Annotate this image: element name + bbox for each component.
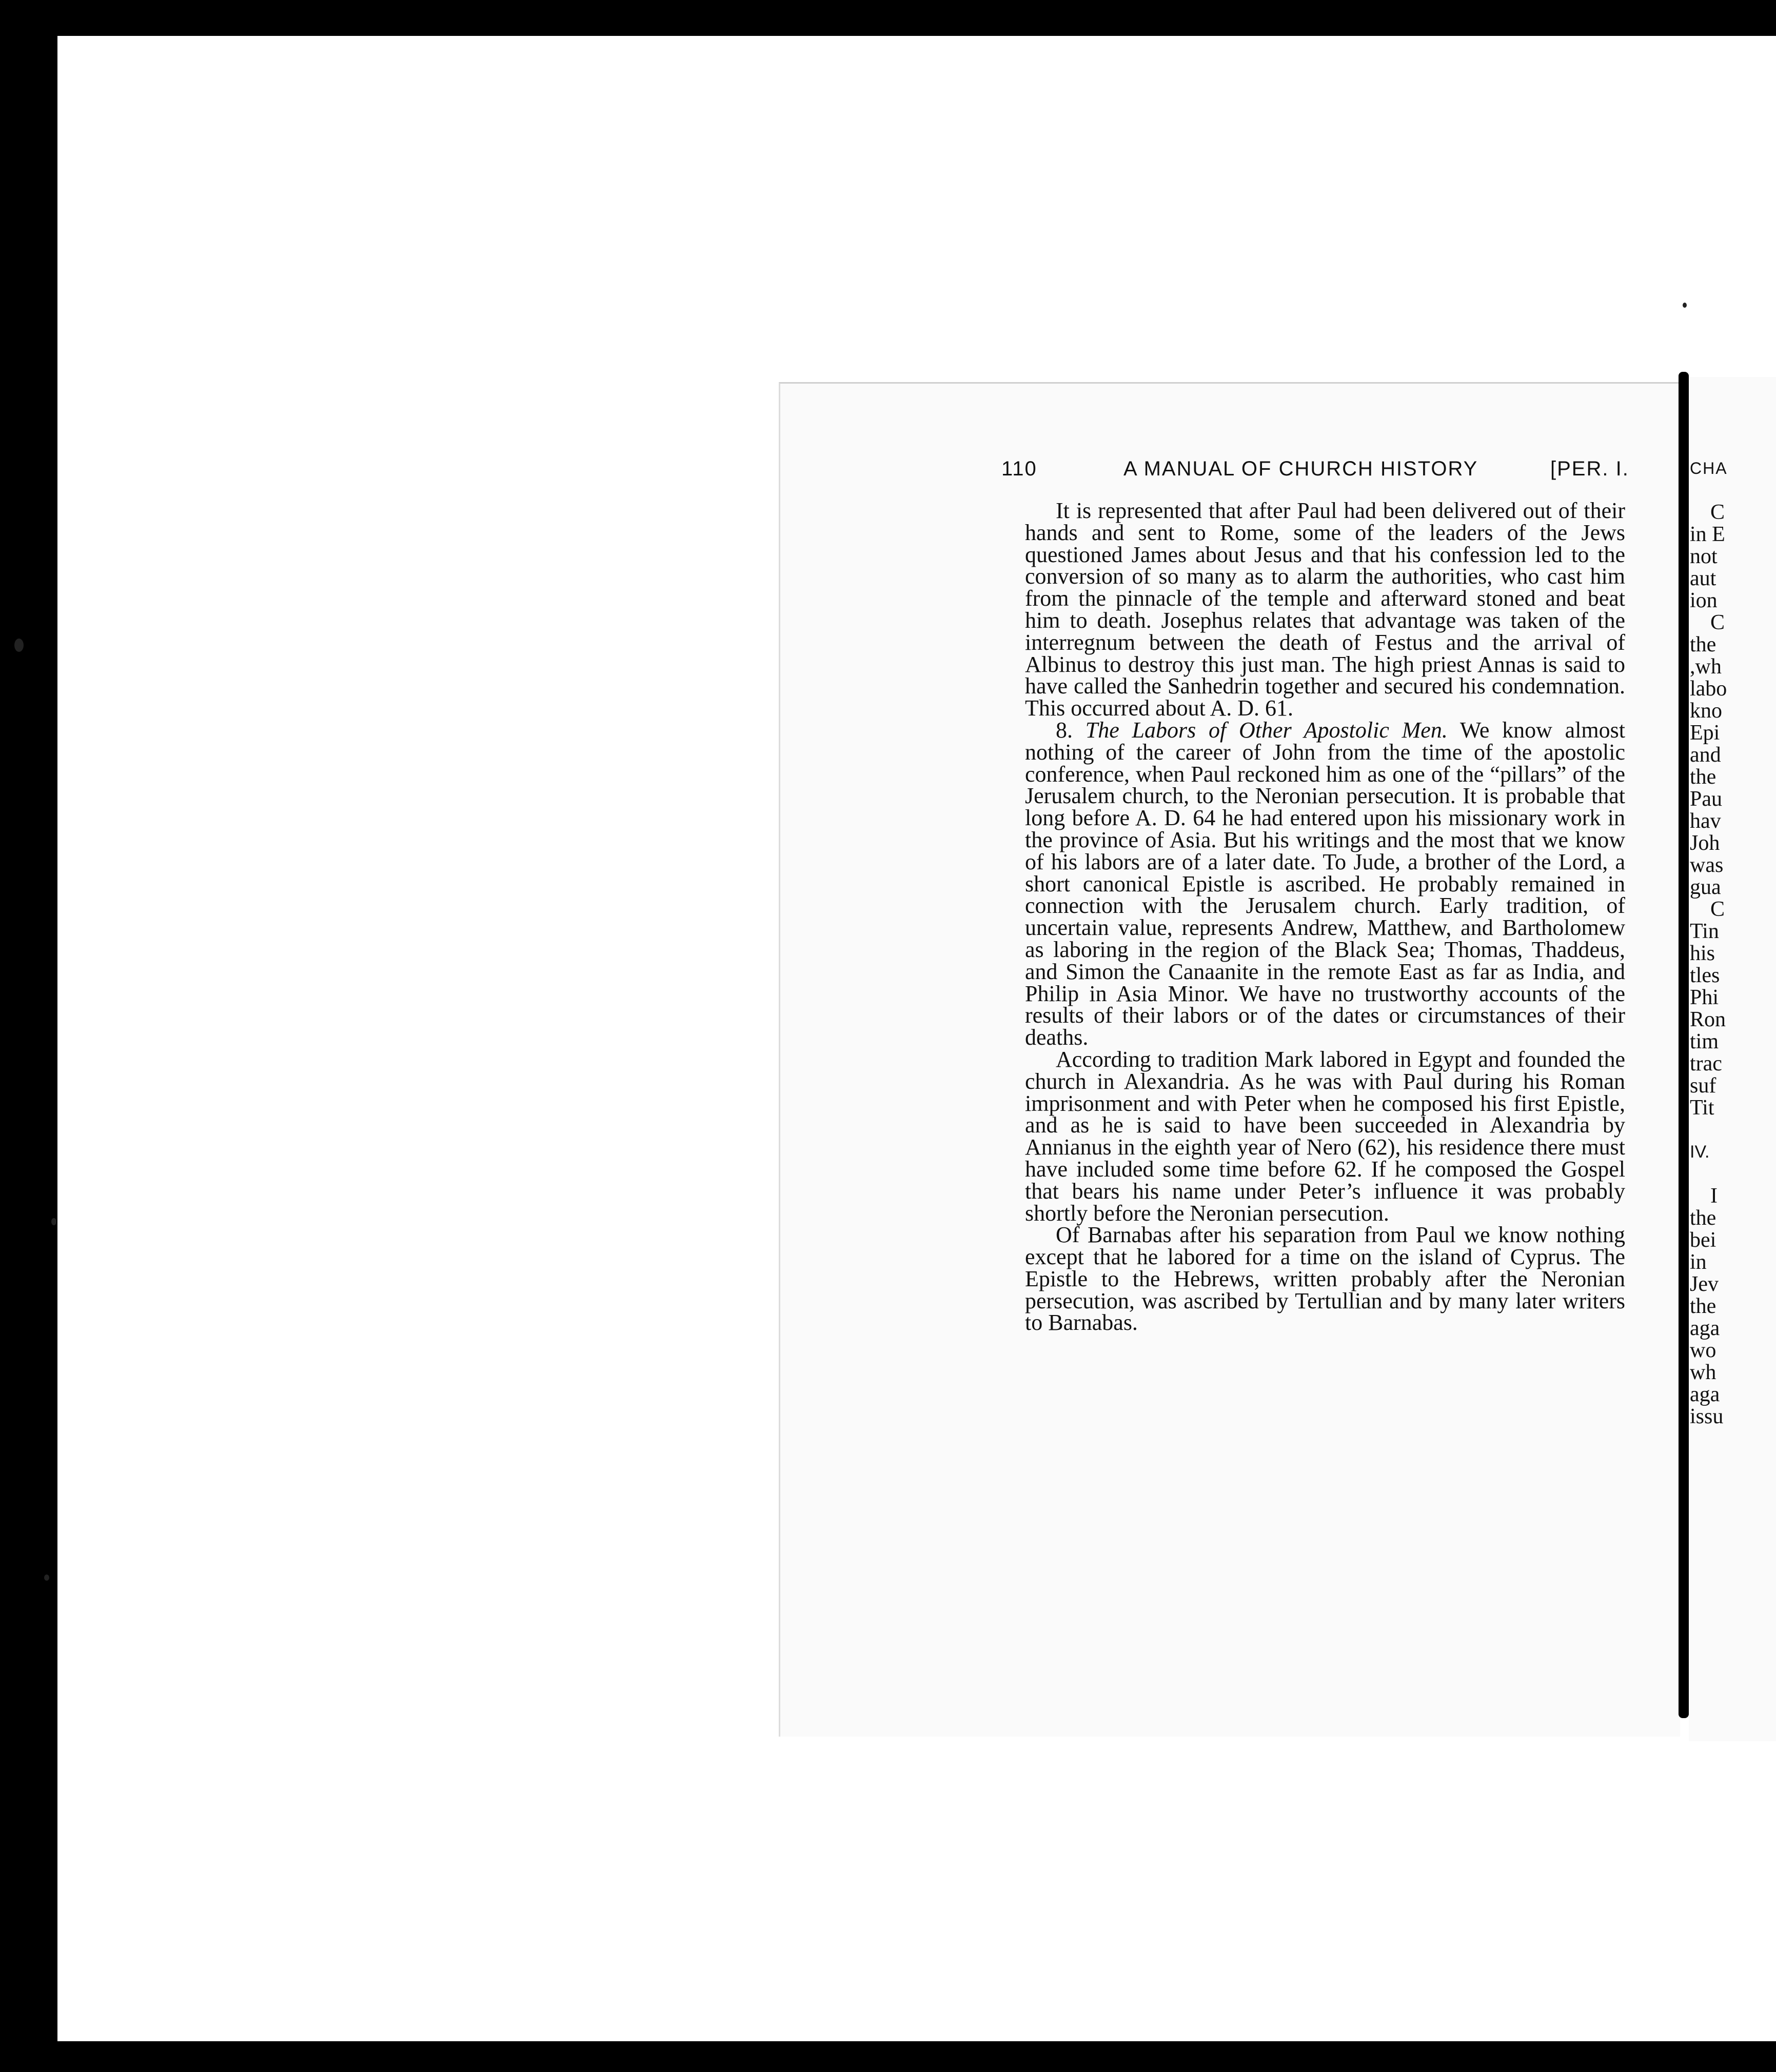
right-line: Phi bbox=[1690, 986, 1719, 1009]
right-line: tim bbox=[1690, 1030, 1719, 1053]
right-line: Jev bbox=[1690, 1272, 1719, 1296]
right-line: wo bbox=[1690, 1339, 1716, 1362]
scan-speck bbox=[51, 1218, 56, 1225]
right-line: the bbox=[1690, 1294, 1716, 1318]
right-line: labo bbox=[1690, 677, 1727, 701]
right-line: Epi bbox=[1690, 721, 1720, 745]
right-line: kno bbox=[1690, 699, 1722, 723]
frame-left-border bbox=[0, 0, 57, 2072]
book-spine bbox=[1679, 372, 1689, 1718]
page-body-text bbox=[1025, 500, 1625, 1334]
frame-bottom-border bbox=[0, 2041, 1776, 2072]
right-line: issu bbox=[1690, 1405, 1724, 1428]
right-line: the bbox=[1690, 1206, 1716, 1230]
right-line: Tin bbox=[1690, 920, 1719, 943]
right-line: wh bbox=[1690, 1361, 1716, 1384]
right-line: bei bbox=[1690, 1228, 1716, 1252]
right-page-text-fragments bbox=[1690, 457, 1776, 1428]
right-line: tles bbox=[1690, 964, 1720, 987]
right-line: and bbox=[1690, 743, 1721, 767]
section-number: 8. bbox=[1056, 717, 1073, 743]
right-line: in E bbox=[1690, 523, 1725, 546]
right-line: suf bbox=[1690, 1074, 1716, 1098]
right-line: the bbox=[1690, 633, 1716, 656]
right-line: CHA bbox=[1690, 459, 1728, 477]
page-number: 110 bbox=[1001, 457, 1037, 480]
right-line: aut bbox=[1690, 567, 1716, 590]
right-line: his bbox=[1690, 942, 1715, 965]
paragraph-james: It is represented that after Paul had been delivered out of their hands and sent to Rome, some of the leaders of the Jews questioned James about Jesus and that his confession led to the conversion of so many as to alarm the authorities, who cast him from the pinnacle of the temple and afterward stoned and beat him to death. Josephus relates that advantage was taken of the interregnum between the death of Festus and the arrival of Albinus to destroy this just man. The high priest Annas is said to have called the Sanhedrin together and secured his condemnation. This occurred about A. D. 61. bbox=[1025, 498, 1625, 721]
right-line: not bbox=[1690, 545, 1718, 568]
running-title: A MANUAL OF CHURCH HISTORY bbox=[1123, 457, 1478, 480]
right-line: gua bbox=[1690, 875, 1721, 899]
right-line bbox=[1690, 1119, 1776, 1141]
right-line: Ron bbox=[1690, 1008, 1726, 1031]
right-line: C bbox=[1710, 898, 1725, 921]
right-line: Pau bbox=[1690, 787, 1722, 811]
right-line: was bbox=[1690, 853, 1724, 877]
frame-top-border bbox=[0, 0, 1776, 36]
right-line: C bbox=[1710, 501, 1725, 524]
right-line: C bbox=[1710, 611, 1725, 634]
right-line: IV. bbox=[1690, 1142, 1710, 1162]
section-title: The Labors of Other Apostolic Men. bbox=[1085, 717, 1448, 743]
section-body: We know almost nothing of the career of John from the time of the apostolic conference, when Paul reckoned him as one of the “pillars” of the Jerusalem church, to the Neronian persecution. It is probable that long before A. D. 64 he had entered upon his missionary work in the province of Asia. But his writings and the most that we know of his labors are of a later date. To Jude, a brother of the Lord, a short canonical Epistle is ascribed. He probably remained in connection with the Jerusalem church. Early tradition, of uncertain value, represents Andrew, Matthew, and Bartholomew as laboring in the region of the Black Sea; Thomas, Thaddeus, and Simon the Canaanite in the remote East as far as India, and Philip in Asia Minor. We have no trustworthy accounts of the results of their labors or of the dates or circumstances of their deaths. bbox=[1025, 717, 1625, 1050]
right-line bbox=[1690, 480, 1776, 502]
right-line: in bbox=[1690, 1250, 1707, 1274]
right-line: aga bbox=[1690, 1317, 1720, 1340]
right-line: the bbox=[1690, 765, 1716, 789]
paragraph-mark: According to tradition Mark labored in Egypt and founded the church in Alexandria. As he was with Paul during his Roman imprisonment and with Peter when he composed his first Epistle, and as he is said to have been succeeded in Alexandria by Annianus in the eighth year of Nero (62), his residence there must have included some time before 62. If he composed the Gospel that bears his name under Peter’s influence it was probably shortly before the Neronian persecution. bbox=[1025, 1046, 1625, 1226]
section-mark: [PER. I. bbox=[1550, 457, 1629, 480]
right-line: trac bbox=[1690, 1052, 1722, 1075]
paragraph-apostolic-men bbox=[1025, 717, 1625, 1050]
right-line: Joh bbox=[1690, 831, 1720, 855]
scan-speck bbox=[1683, 303, 1687, 308]
scan-speck bbox=[44, 1575, 49, 1581]
right-line: hav bbox=[1690, 809, 1721, 833]
right-line: Tit bbox=[1690, 1096, 1714, 1120]
right-line: I bbox=[1710, 1184, 1718, 1208]
paragraph-barnabas: Of Barnabas after his separation from Paul we know nothing except that he labored for a time on the island of Cyprus. The Epistle to the Hebrews, written probably after the Neronian persecution, was ascribed by Tertullian and by many later writers to Barnabas. bbox=[1025, 1222, 1625, 1336]
right-line: ,wh bbox=[1690, 655, 1722, 679]
scan-speck bbox=[14, 639, 24, 652]
right-line: aga bbox=[1690, 1383, 1720, 1406]
right-line: ion bbox=[1690, 589, 1718, 612]
right-line bbox=[1690, 1163, 1776, 1185]
